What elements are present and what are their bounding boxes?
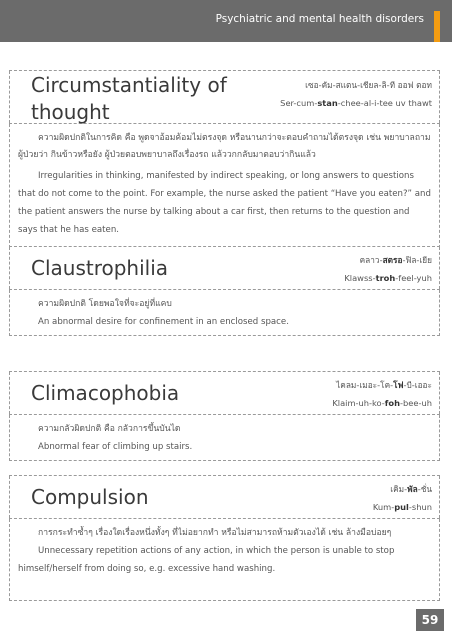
page-number: 59 xyxy=(416,609,444,631)
pronunciation-thai: ไคลม-เมอะ-โค-โฟ-บี-เออะ xyxy=(336,380,432,390)
definition-en: Unnecessary repetition actions of any action, in which the person is unable to stop himself/herself from doing so, e.g. excessive hand washing. xyxy=(18,546,395,574)
term: Circumstantiality of thought xyxy=(31,73,227,124)
pronunciation-en: Ser-cum-stan-chee-al-i-tee uv thawt xyxy=(280,98,432,108)
definition-thai: ความกลัวผิดปกติ คือ กลัวการขึ้นบันได xyxy=(38,424,181,434)
definition-en: Abnormal fear of climbing up stairs. xyxy=(38,442,193,452)
definition-thai: ความผิดปกติในการคิด คือ พูดจาอ้อมค้อมไม่ตรงจุด หรือนานกว่าจะตอบคำถามได้ตรงจุด เช่น พยาบาลถามผู้ป่วยว่า กินข้าวหรือยัง ผู้ป่วยตอบพยาบาลถึงเรื่องรถ แล้ววกกลับมาตอบว่ากินแล้ว xyxy=(18,133,431,160)
definition-box xyxy=(9,415,440,461)
pronunciation-en: Klawss-troh-feel-yuh xyxy=(344,273,432,283)
page-header xyxy=(0,0,452,42)
pronunciation xyxy=(280,76,432,112)
definition-thai: การกระทำซ้ำๆ เรื่องใดเรื่องหนึ่งทั้งๆ ที่ไม่อยากทำ หรือไม่สามารถห้ามตัวเองได้ เช่น ล้างมือบ่อยๆ xyxy=(38,528,392,538)
term: Climacophobia xyxy=(31,381,180,405)
pronunciation-en: Klaim-uh-ko-foh-bee-uh xyxy=(332,398,432,408)
term: Claustrophilia xyxy=(31,256,169,280)
definition-en: Irregularities in thinking, manifested by indirect speaking, or long answers to questions that do not come to the point. For example, the nurse asked the patient “Have you eaten?” and the patient answers the nurse by talking about a car first, then returns to the question and says that he has eaten. xyxy=(18,171,431,235)
pronunciation xyxy=(373,480,432,516)
definition-en: An abnormal desire for confinement in an enclosed space. xyxy=(38,317,289,327)
pronunciation-thai: เซอ-คัม-สแตน-เชียล-ลิ-ที ออฟ ตอท xyxy=(305,80,432,90)
definition-thai: ความผิดปกติ โดยพอใจที่จะอยู่ที่แคบ xyxy=(38,299,172,309)
pronunciation xyxy=(344,251,432,287)
definition-box xyxy=(9,519,440,601)
pronunciation-thai: เคิม-พัล-ชั่น xyxy=(390,484,432,494)
term: Compulsion xyxy=(31,485,149,509)
header-title: Psychiatric and mental health disorders xyxy=(215,13,424,25)
definition-box xyxy=(9,124,440,248)
header-accent-bar xyxy=(434,11,440,42)
term-box xyxy=(9,475,440,519)
pronunciation-thai: คลาว-สตรอ-ฟิล-เยีย xyxy=(359,255,432,265)
term-box xyxy=(9,70,440,124)
definition-box xyxy=(9,290,440,336)
term-box xyxy=(9,371,440,415)
term-box xyxy=(9,246,440,290)
pronunciation xyxy=(332,376,432,412)
pronunciation-en: Kum-pul-shun xyxy=(372,502,432,512)
